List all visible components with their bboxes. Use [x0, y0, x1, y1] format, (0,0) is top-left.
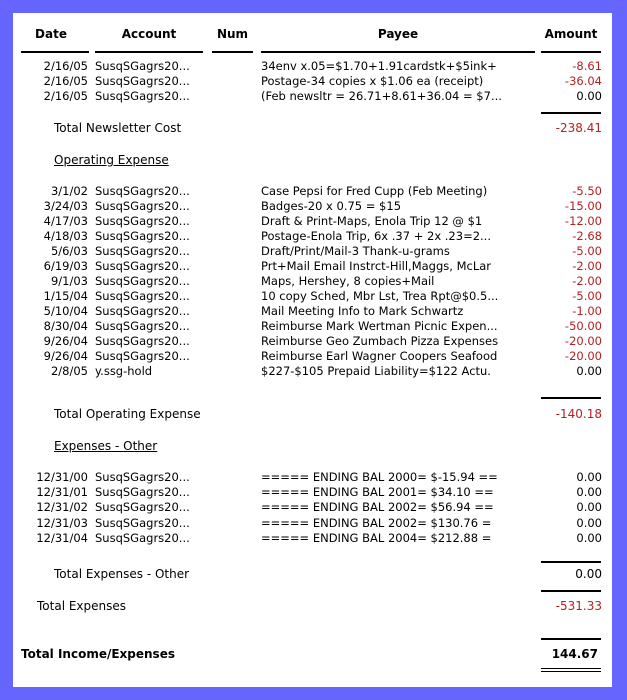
cell-account: SusqSGagrs20...	[95, 485, 190, 499]
cell-payee: Mail Meeting Info to Mark Schwartz	[261, 304, 464, 318]
table-row[interactable]	[13, 319, 612, 333]
cell-date: 12/31/03	[36, 516, 88, 530]
cell-amount: 0.00	[576, 516, 602, 530]
cell-payee: ===== ENDING BAL 2004= $212.88 =	[261, 531, 492, 545]
cell-account: SusqSGagrs20...	[95, 214, 190, 228]
table-row[interactable]	[13, 334, 612, 348]
cell-account: SusqSGagrs20...	[95, 89, 190, 103]
total-operating-amount: -140.18	[555, 407, 602, 421]
cell-amount: -15.00	[564, 199, 602, 213]
total-other-label: Total Expenses - Other	[54, 567, 190, 581]
cell-payee: ===== ENDING BAL 2002= $56.94 ==	[261, 500, 494, 514]
cell-amount: -5.00	[572, 289, 602, 303]
cell-date: 2/16/05	[43, 74, 88, 88]
cell-date: 8/30/04	[43, 319, 88, 333]
grand-total-label: Total Income/Expenses	[21, 647, 175, 661]
cell-amount: -20.00	[564, 334, 602, 348]
cell-account: SusqSGagrs20...	[95, 516, 190, 530]
cell-amount: 0.00	[576, 364, 602, 378]
table-row[interactable]	[13, 304, 612, 318]
cell-amount: -36.04	[564, 74, 602, 88]
subtotal-line	[541, 112, 601, 114]
column-header-account[interactable]: Account	[121, 27, 177, 41]
cell-amount: 0.00	[576, 485, 602, 499]
cell-account: SusqSGagrs20...	[95, 334, 190, 348]
cell-date: 2/16/05	[43, 59, 88, 73]
table-row[interactable]	[13, 364, 612, 378]
cell-amount: -8.61	[572, 59, 602, 73]
table-row[interactable]	[13, 184, 612, 198]
cell-account: SusqSGagrs20...	[95, 199, 190, 213]
cell-date: 6/19/03	[43, 259, 88, 273]
table-row[interactable]	[13, 244, 612, 258]
cell-payee: $227-$105 Prepaid Liability=$122 Actu.	[261, 364, 491, 378]
table-row[interactable]	[13, 516, 612, 530]
cell-date: 9/1/03	[50, 274, 88, 288]
cell-date: 9/26/04	[43, 349, 88, 363]
header-underline	[261, 51, 535, 53]
cell-payee: Maps, Hershey, 8 copies+Mail	[261, 274, 435, 288]
cell-date: 3/1/02	[50, 184, 88, 198]
column-header-payee[interactable]: Payee	[377, 27, 419, 41]
cell-date: 1/15/04	[43, 289, 88, 303]
cell-account: SusqSGagrs20...	[95, 59, 190, 73]
cell-account: SusqSGagrs20...	[95, 304, 190, 318]
total-other-amount: 0.00	[575, 567, 602, 581]
cell-date: 2/16/05	[43, 89, 88, 103]
cell-amount: -50.00	[564, 319, 602, 333]
double-underline	[541, 671, 601, 672]
table-row[interactable]	[13, 74, 612, 88]
cell-amount: 0.00	[576, 89, 602, 103]
cell-date: 3/24/03	[43, 199, 88, 213]
column-header-num[interactable]: Num	[216, 27, 249, 41]
cell-date: 4/18/03	[43, 229, 88, 243]
table-row[interactable]	[13, 59, 612, 73]
header-underline	[541, 51, 601, 53]
table-row[interactable]	[13, 89, 612, 103]
table-row[interactable]	[13, 259, 612, 273]
header-underline	[212, 51, 253, 53]
cell-payee: Case Pepsi for Fred Cupp (Feb Meeting)	[261, 184, 488, 198]
cell-account: SusqSGagrs20...	[95, 500, 190, 514]
table-row[interactable]	[13, 274, 612, 288]
cell-amount: -1.00	[572, 304, 602, 318]
table-row[interactable]	[13, 500, 612, 514]
cell-account: SusqSGagrs20...	[95, 244, 190, 258]
cell-date: 12/31/02	[36, 500, 88, 514]
table-row[interactable]	[13, 485, 612, 499]
cell-payee: Reimburse Earl Wagner Coopers Seafood	[261, 349, 498, 363]
cell-date: 5/6/03	[50, 244, 88, 258]
double-underline	[541, 668, 601, 669]
table-row[interactable]	[13, 214, 612, 228]
cell-amount: -5.50	[572, 184, 602, 198]
table-row[interactable]	[13, 531, 612, 545]
table-row[interactable]	[13, 229, 612, 243]
total-expenses-label: Total Expenses	[37, 599, 127, 613]
cell-account: SusqSGagrs20...	[95, 184, 190, 198]
total-newsletter-amount: -238.41	[555, 121, 602, 135]
cell-payee: Prt+Mail Email Instrct-Hill,Maggs, McLar	[261, 259, 492, 273]
cell-account: SusqSGagrs20...	[95, 349, 190, 363]
total-expenses-amount: -531.33	[555, 599, 602, 613]
cell-account: y.ssg-hold	[95, 364, 153, 378]
cell-payee: Postage-Enola Trip, 6x .37 + 2x .23=2...	[261, 229, 491, 243]
cell-amount: -2.00	[572, 274, 602, 288]
cell-amount: -20.00	[564, 349, 602, 363]
cell-payee: Draft & Print-Maps, Enola Trip 12 @ $1	[261, 214, 483, 228]
cell-amount: -2.68	[572, 229, 602, 243]
subtotal-line	[541, 590, 601, 592]
column-header-date[interactable]: Date	[35, 27, 67, 41]
cell-amount: 0.00	[576, 470, 602, 484]
grand-total-amount: 144.67	[551, 647, 598, 661]
cell-account: SusqSGagrs20...	[95, 289, 190, 303]
column-header-amount[interactable]: Amount	[544, 27, 598, 41]
report-panel	[13, 13, 612, 687]
cell-account: SusqSGagrs20...	[95, 259, 190, 273]
cell-payee: Reimburse Mark Wertman Picnic Expen...	[261, 319, 498, 333]
section-heading-operating-expense[interactable]: Operating Expense	[54, 153, 169, 167]
total-operating-label: Total Operating Expense	[54, 407, 201, 421]
cell-payee: 10 copy Sched, Mbr Lst, Trea Rpt@$0.5...	[261, 289, 499, 303]
table-row[interactable]	[13, 289, 612, 303]
cell-account: SusqSGagrs20...	[95, 274, 190, 288]
cell-payee: (Feb newsltr = 26.71+8.61+36.04 = $7...	[261, 89, 502, 103]
cell-payee: Postage-34 copies x $1.06 ea (receipt)	[261, 74, 484, 88]
subtotal-line	[541, 397, 601, 399]
cell-date: 5/10/04	[43, 304, 88, 318]
cell-payee: ===== ENDING BAL 2000= $-15.94 ==	[261, 470, 498, 484]
cell-amount: -12.00	[564, 214, 602, 228]
table-row[interactable]	[13, 199, 612, 213]
cell-payee: ===== ENDING BAL 2001= $34.10 ==	[261, 485, 494, 499]
header-underline	[21, 51, 89, 53]
cell-payee: ===== ENDING BAL 2002= $130.76 =	[261, 516, 492, 530]
section-heading-expenses-other[interactable]: Expenses - Other	[54, 439, 158, 453]
cell-date: 12/31/01	[36, 485, 88, 499]
cell-date: 12/31/04	[36, 531, 88, 545]
cell-amount: -5.00	[572, 244, 602, 258]
cell-account: SusqSGagrs20...	[95, 531, 190, 545]
cell-account: SusqSGagrs20...	[95, 470, 190, 484]
subtotal-line	[541, 638, 601, 640]
subtotal-line	[541, 561, 601, 563]
cell-amount: 0.00	[576, 500, 602, 514]
cell-account: SusqSGagrs20...	[95, 74, 190, 88]
cell-account: SusqSGagrs20...	[95, 319, 190, 333]
cell-amount: 0.00	[576, 531, 602, 545]
table-row[interactable]	[13, 470, 612, 484]
cell-payee: Draft/Print/Mail-3 Thank-u-grams	[261, 244, 450, 258]
cell-payee: 34env x.05=$1.70+1.91cardstk+$5ink+	[261, 59, 497, 73]
total-newsletter-label: Total Newsletter Cost	[54, 121, 182, 135]
cell-amount: -2.00	[572, 259, 602, 273]
cell-payee: Badges-20 x 0.75 = $15	[261, 199, 402, 213]
cell-date: 2/8/05	[50, 364, 88, 378]
cell-date: 4/17/03	[43, 214, 88, 228]
cell-date: 9/26/04	[43, 334, 88, 348]
cell-date: 12/31/00	[36, 470, 88, 484]
table-row[interactable]	[13, 349, 612, 363]
cell-account: SusqSGagrs20...	[95, 229, 190, 243]
header-underline	[95, 51, 203, 53]
cell-payee: Reimburse Geo Zumbach Pizza Expenses	[261, 334, 499, 348]
